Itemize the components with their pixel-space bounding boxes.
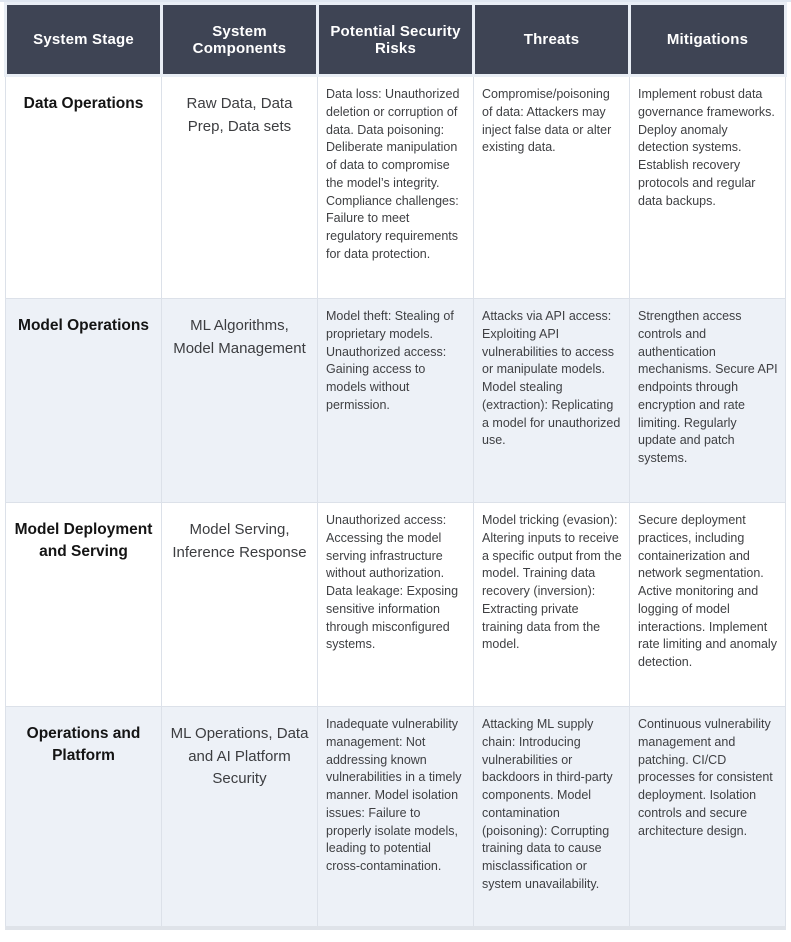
components-cell: ML Operations, Data and AI Platform Security bbox=[162, 707, 318, 928]
threats-cell: Model tricking (evasion): Altering inputs to receive a specific output from the model. Training data recovery (inversion): Extracting private training data from the model. bbox=[474, 503, 630, 707]
mitigations-cell: Implement robust data governance frameworks. Deploy anomaly detection systems. Establish recovery protocols and regular data backups. bbox=[630, 76, 786, 299]
components-cell: Raw Data, Data Prep, Data sets bbox=[162, 76, 318, 299]
page-content bbox=[0, 2, 791, 930]
ml-security-table bbox=[4, 2, 787, 930]
stage-cell: Model Operations bbox=[6, 299, 162, 503]
header-row bbox=[6, 4, 786, 76]
risks-cell: Inadequate vulnerability management: Not addressing known vulnerabilities in a timely manner. Model isolation issues: Failure to properly isolate models, leading to potential cross-contamination. bbox=[318, 707, 474, 928]
table-row-data-operations bbox=[6, 76, 786, 299]
table-row-model-operations bbox=[6, 299, 786, 503]
column-header-threats: Threats bbox=[474, 4, 630, 76]
risks-cell: Unauthorized access: Accessing the model serving infrastructure without authorization. Data leakage: Exposing sensitive information through misconfigured systems. bbox=[318, 503, 474, 707]
column-header-system-stage: System Stage bbox=[6, 4, 162, 76]
mitigations-cell: Continuous vulnerability management and patching. CI/CD processes for consistent deployment. Isolation controls and secure architecture design. bbox=[630, 707, 786, 928]
components-cell: Model Serving, Inference Response bbox=[162, 503, 318, 707]
threats-cell: Attacks via API access: Exploiting API vulnerabilities to access or manipulate models. Model stealing (extraction): Replicating a model for unauthorized use. bbox=[474, 299, 630, 503]
components-cell: ML Algorithms, Model Management bbox=[162, 299, 318, 503]
table-row-model-deployment-and-serving bbox=[6, 503, 786, 707]
stage-cell: Operations and Platform bbox=[6, 707, 162, 928]
table-body bbox=[6, 76, 786, 928]
threats-cell: Attacking ML supply chain: Introducing vulnerabilities or backdoors in third-party components. Model contamination (poisoning): Corrupting training data to cause misclassification or system unavailability. bbox=[474, 707, 630, 928]
column-header-mitigations: Mitigations bbox=[630, 4, 786, 76]
mitigations-cell: Secure deployment practices, including containerization and network segmentation. Active monitoring and logging of model interactions. Implement rate limiting and anomaly detection. bbox=[630, 503, 786, 707]
table-row-operations-and-platform bbox=[6, 707, 786, 928]
table-header bbox=[6, 4, 786, 76]
stage-cell: Model Deployment and Serving bbox=[6, 503, 162, 707]
threats-cell: Compromise/poisoning of data: Attackers may inject false data or alter existing data. bbox=[474, 76, 630, 299]
risks-cell: Model theft: Stealing of proprietary models. Unauthorized access: Gaining access to models without permission. bbox=[318, 299, 474, 503]
column-header-system-components: System Components bbox=[162, 4, 318, 76]
stage-cell: Data Operations bbox=[6, 76, 162, 299]
column-header-potential-security-risks: Potential Security Risks bbox=[318, 4, 474, 76]
mitigations-cell: Strengthen access controls and authentication mechanisms. Secure API endpoints through encryption and rate limiting. Regularly update and patch systems. bbox=[630, 299, 786, 503]
risks-cell: Data loss: Unauthorized deletion or corruption of data. Data poisoning: Deliberate manipulation of data to compromise the model’s integrity. Compliance challenges: Failure to meet regulatory requirements for data protection. bbox=[318, 76, 474, 299]
